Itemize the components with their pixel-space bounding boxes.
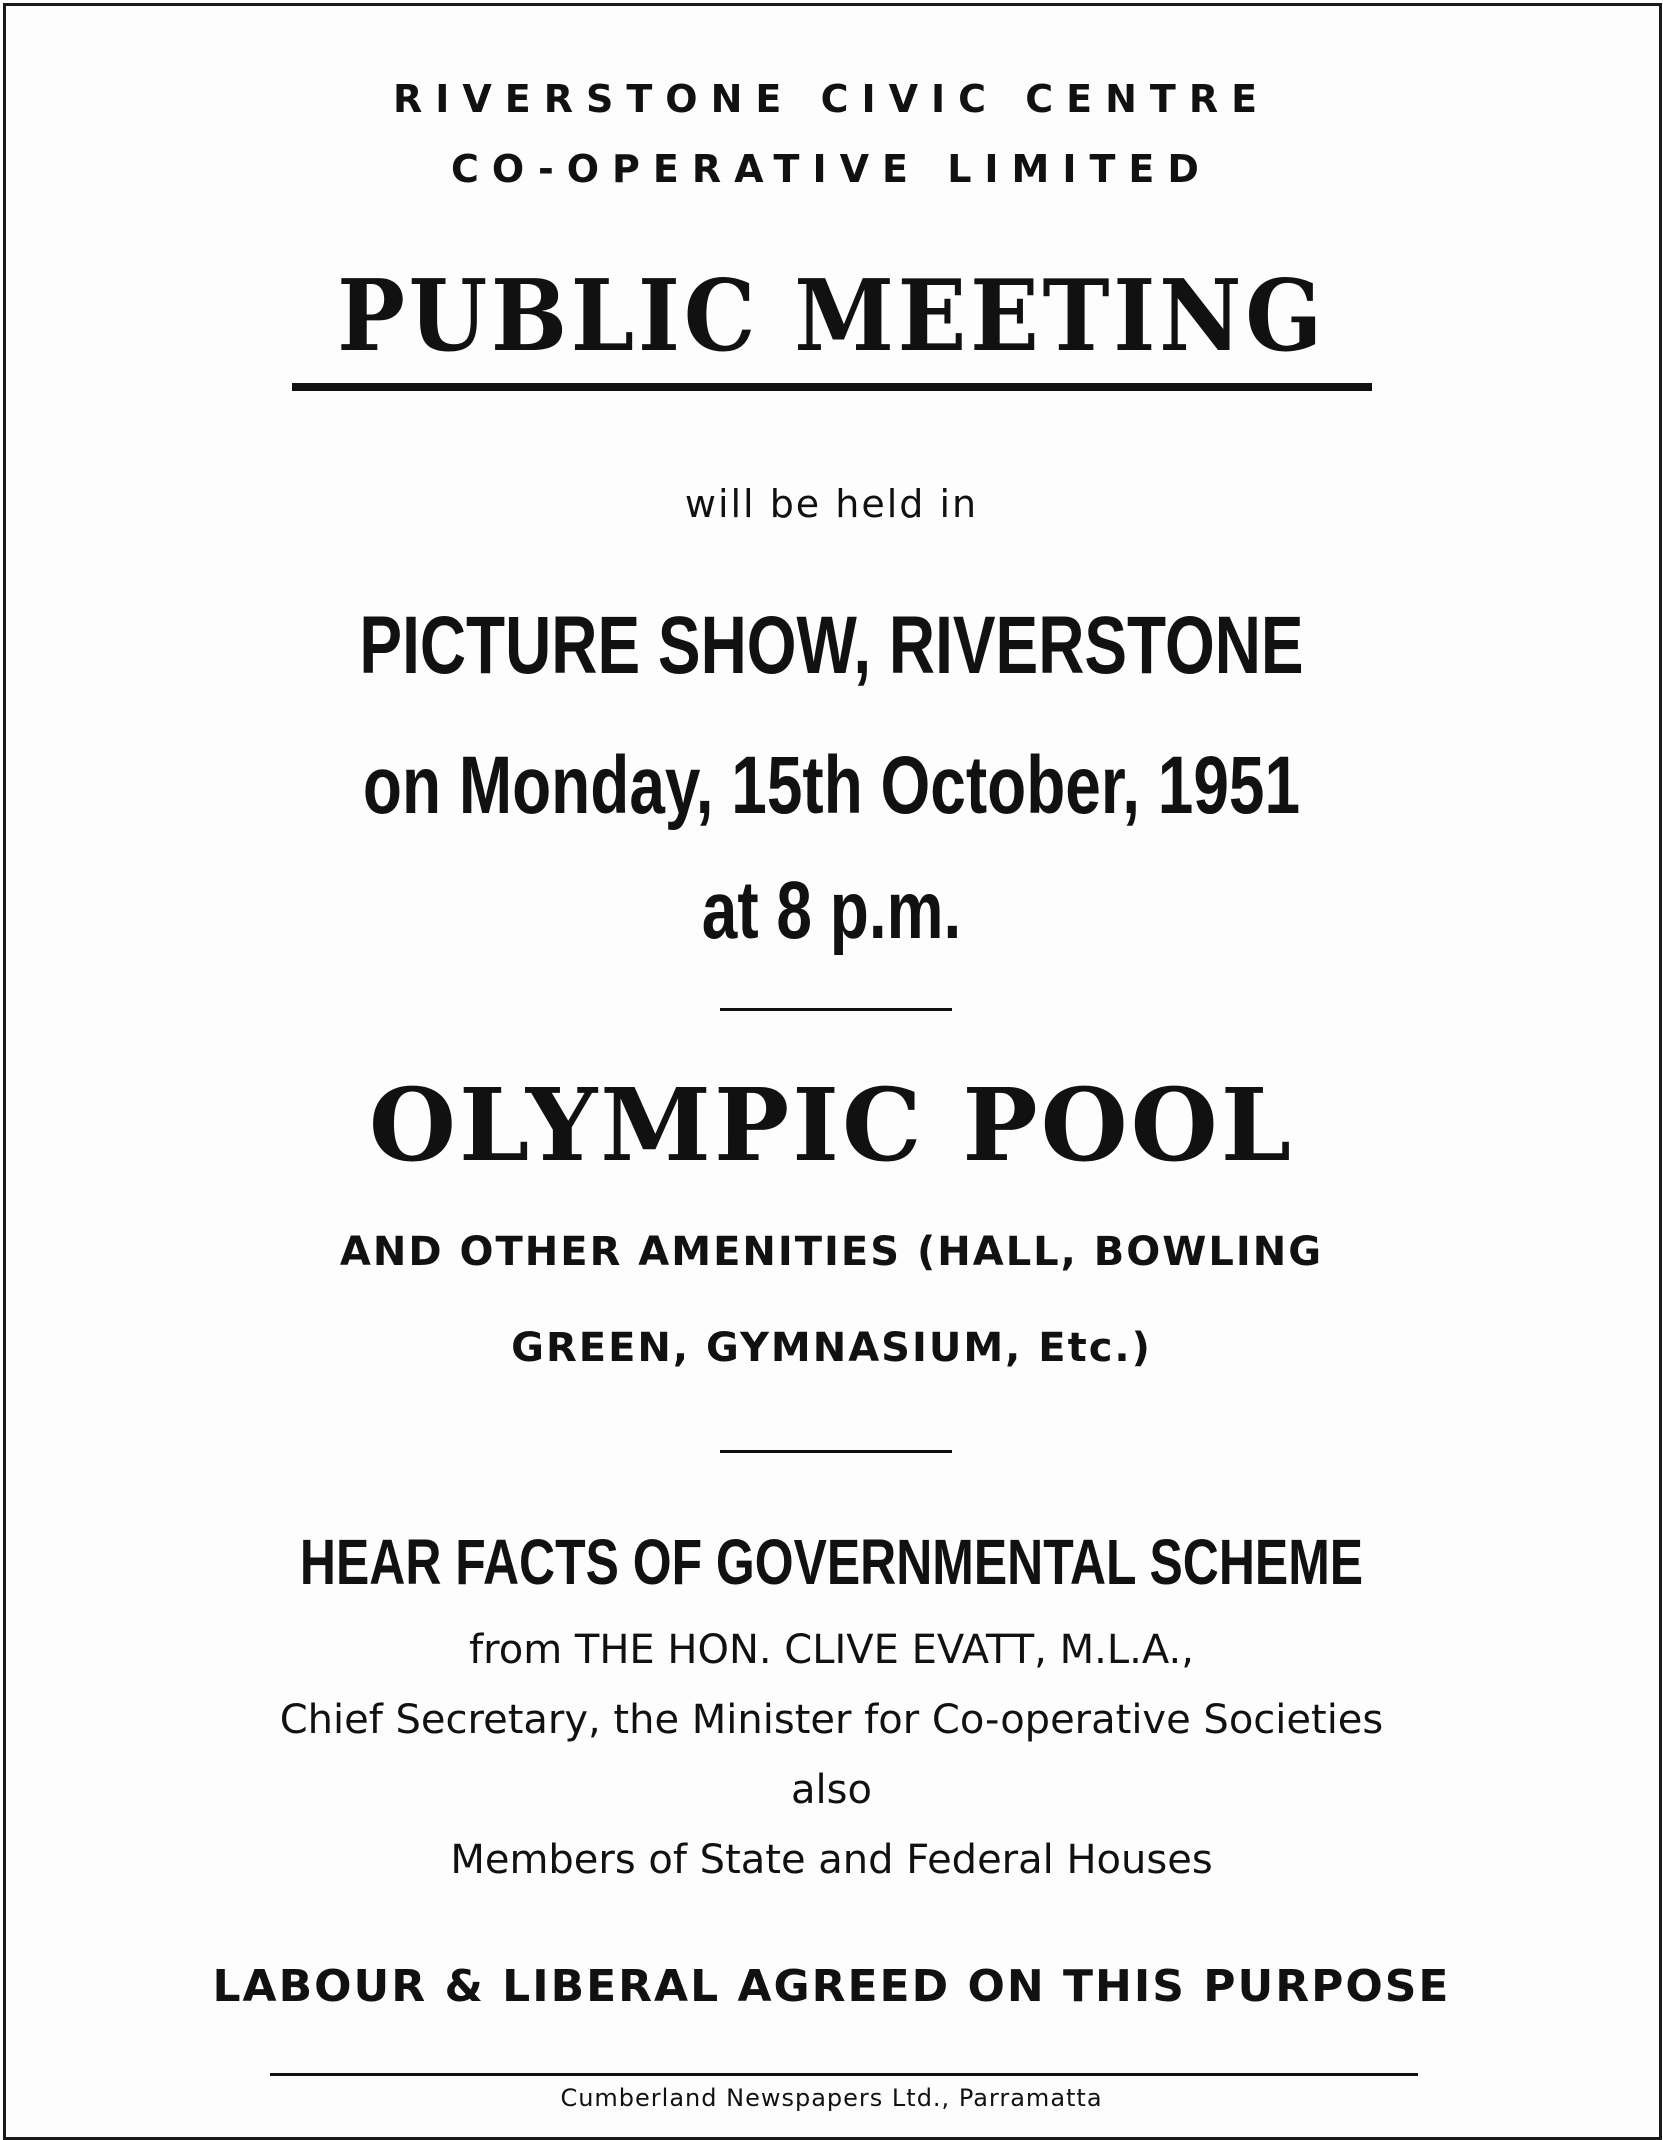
agreement-statement: LABOUR & LIBERAL AGREED ON THIS PURPOSE xyxy=(212,1961,1451,2012)
speaker-line: Chief Secretary, the Minister for Co-operative Societies xyxy=(279,1697,1384,1743)
footer-rule xyxy=(270,2073,1418,2076)
title-underline xyxy=(292,383,1372,391)
section-divider xyxy=(720,1450,952,1453)
amenities-line: GREEN, GYMNASIUM, Etc.) xyxy=(511,1325,1152,1371)
speakers-headline: HEAR FACTS OF GOVERNMENTAL SCHEME xyxy=(299,1526,1364,1598)
intro-text: will be held in xyxy=(684,482,979,526)
section-divider xyxy=(720,1008,952,1011)
event-date: on Monday, 15th October, 1951 xyxy=(362,740,1301,831)
event-time: at 8 p.m. xyxy=(701,865,962,956)
speaker-line: from THE HON. CLIVE EVATT, M.L.A., xyxy=(469,1627,1194,1673)
topic-title: OLYMPIC POOL xyxy=(368,1066,1295,1184)
organization-type: CO-OPERATIVE LIMITED xyxy=(451,147,1212,191)
event-venue: PICTURE SHOW, RIVERSTONE xyxy=(359,600,1304,691)
speaker-line: also xyxy=(791,1767,872,1813)
poster-title: PUBLIC MEETING xyxy=(337,259,1326,374)
amenities-line: AND OTHER AMENITIES (HALL, BOWLING xyxy=(339,1229,1324,1275)
speaker-line: Members of State and Federal Houses xyxy=(450,1837,1213,1883)
printer-credit: Cumberland Newspapers Ltd., Parramatta xyxy=(560,2084,1103,2112)
organization-name: RIVERSTONE CIVIC CENTRE xyxy=(392,77,1271,121)
